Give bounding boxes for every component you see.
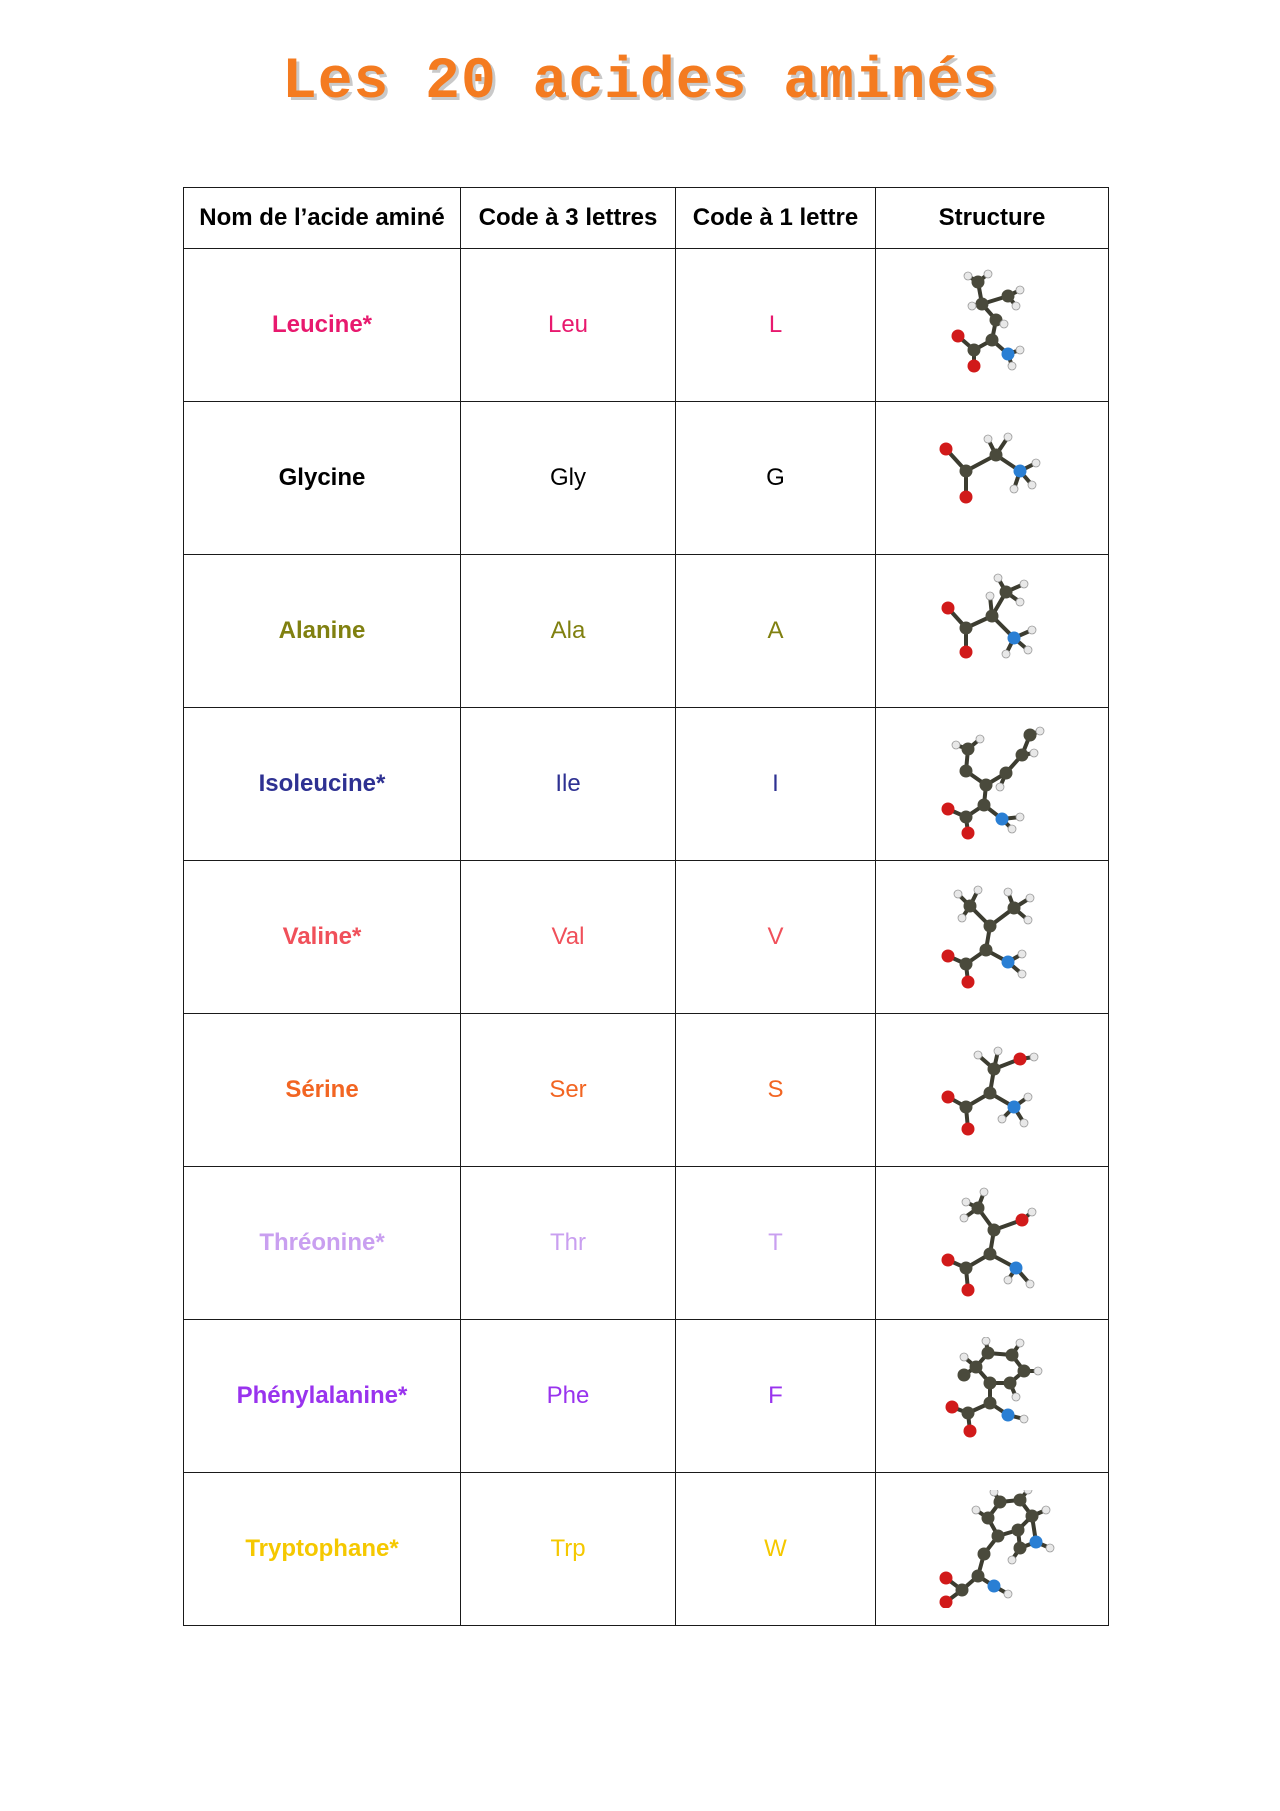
atom [996, 813, 1009, 826]
amino-acid-name: Isoleucine* [184, 708, 461, 861]
page-title: Les 20 acides aminés [281, 50, 999, 115]
amino-acid-table [183, 187, 1109, 1626]
code-3-letters: Leu [461, 249, 676, 402]
atom [964, 272, 972, 280]
atom [942, 950, 955, 963]
atom [960, 622, 973, 635]
atom [976, 735, 984, 743]
atom [986, 334, 999, 347]
alanine-structure [928, 572, 1056, 690]
atom [940, 1596, 953, 1609]
atom [1024, 916, 1032, 924]
table-row [184, 1473, 1109, 1626]
code-3-letters: Val [461, 861, 676, 1014]
atom [942, 1091, 955, 1104]
atom [1014, 1053, 1027, 1066]
amino-acid-name: Phénylalanine* [184, 1320, 461, 1473]
header-row [184, 188, 1109, 249]
atom [982, 1347, 995, 1360]
atom [1004, 433, 1012, 441]
atom [942, 602, 955, 615]
atom [960, 465, 973, 478]
atom [1002, 1409, 1015, 1422]
threonine-structure [928, 1184, 1056, 1302]
structure-cell [876, 861, 1109, 1014]
amino-acid-name: Sérine [184, 1014, 461, 1167]
structure-cell [876, 1014, 1109, 1167]
atom [1010, 1262, 1023, 1275]
atom [986, 592, 994, 600]
atom [980, 944, 993, 957]
atom [1018, 970, 1026, 978]
atom [1026, 894, 1034, 902]
atom [1008, 362, 1016, 370]
atom [1032, 459, 1040, 467]
atom [960, 958, 973, 971]
atom [990, 1490, 998, 1496]
atom [952, 330, 965, 343]
atom [1008, 632, 1021, 645]
structure-cell [876, 1167, 1109, 1320]
table-row [184, 402, 1109, 555]
atom [1034, 1367, 1042, 1375]
atom [984, 1087, 997, 1100]
atom [972, 1570, 985, 1583]
header-code3: Code à 3 lettres [461, 188, 676, 249]
atom [1036, 727, 1044, 735]
atom [984, 1397, 997, 1410]
atom [962, 1198, 970, 1206]
code-3-letters: Trp [461, 1473, 676, 1626]
atom [962, 976, 975, 989]
structure-cell [876, 249, 1109, 402]
tryptophan-structure [928, 1490, 1056, 1608]
table-row [184, 555, 1109, 708]
atom [952, 741, 960, 749]
code-3-letters: Ala [461, 555, 676, 708]
atom [960, 811, 973, 824]
atom [984, 920, 997, 933]
code-3-letters: Phe [461, 1320, 676, 1473]
atom [972, 1202, 985, 1215]
structure-cell [876, 402, 1109, 555]
atom [1030, 749, 1038, 757]
atom [1018, 1365, 1031, 1378]
atom [986, 610, 999, 623]
atom [958, 914, 966, 922]
atom [1014, 1494, 1027, 1507]
atom [1018, 950, 1026, 958]
atom [1012, 1393, 1020, 1401]
table-row [184, 1167, 1109, 1320]
atom [956, 1584, 969, 1597]
atom [968, 360, 981, 373]
atom [1000, 320, 1008, 328]
atom [960, 765, 973, 778]
atom [1016, 346, 1024, 354]
atom [1002, 348, 1015, 361]
atom [978, 799, 991, 812]
atom [1016, 1339, 1024, 1347]
atom [964, 1425, 977, 1438]
atom [972, 276, 985, 289]
atom [960, 1353, 968, 1361]
atom [954, 890, 962, 898]
atom [962, 827, 975, 840]
atom [940, 1572, 953, 1585]
atom [974, 886, 982, 894]
code-1-letter: L [676, 249, 876, 402]
code-3-letters: Gly [461, 402, 676, 555]
code-1-letter: W [676, 1473, 876, 1626]
atom [1026, 1280, 1034, 1288]
serine-structure [928, 1031, 1056, 1149]
atom [980, 779, 993, 792]
atom [1030, 1053, 1038, 1061]
atom [984, 1248, 997, 1261]
atom [1016, 598, 1024, 606]
atom [1016, 286, 1024, 294]
atom [988, 1580, 1001, 1593]
table-row [184, 1014, 1109, 1167]
atom [994, 1047, 1002, 1055]
atom [942, 803, 955, 816]
atom [1014, 1542, 1027, 1555]
code-1-letter: V [676, 861, 876, 1014]
atom [1024, 646, 1032, 654]
atom [1008, 902, 1021, 915]
amino-acid-name: Alanine [184, 555, 461, 708]
table-row [184, 861, 1109, 1014]
atom [980, 1188, 988, 1196]
atom [1046, 1544, 1054, 1552]
glycine-structure [928, 419, 1056, 537]
code-3-letters: Ser [461, 1014, 676, 1167]
code-1-letter: T [676, 1167, 876, 1320]
code-1-letter: S [676, 1014, 876, 1167]
leucine-structure [928, 266, 1056, 384]
atom [1020, 580, 1028, 588]
atom [1030, 1536, 1043, 1549]
atom [942, 1254, 955, 1267]
atom [1008, 1556, 1016, 1564]
atom [1008, 1101, 1021, 1114]
atom [994, 574, 1002, 582]
atom [996, 783, 1004, 791]
amino-acid-name: Tryptophane* [184, 1473, 461, 1626]
atom [1004, 1276, 1012, 1284]
atom [970, 1361, 983, 1374]
atom [960, 646, 973, 659]
atom [958, 1369, 971, 1382]
amino-acid-name: Leucine* [184, 249, 461, 402]
atom [1028, 481, 1036, 489]
atom [1002, 956, 1015, 969]
atom [1014, 465, 1027, 478]
code-1-letter: F [676, 1320, 876, 1473]
atom [1008, 825, 1016, 833]
amino-acid-name: Valine* [184, 861, 461, 1014]
atom [964, 900, 977, 913]
structure-cell [876, 555, 1109, 708]
atom [968, 344, 981, 357]
atom [1002, 290, 1015, 303]
atom [1016, 813, 1024, 821]
code-3-letters: Thr [461, 1167, 676, 1320]
table-row [184, 708, 1109, 861]
atom [1004, 1590, 1012, 1598]
isoleucine-structure [928, 725, 1056, 843]
atom [1016, 1214, 1029, 1227]
atom [960, 1262, 973, 1275]
atom [978, 1548, 991, 1561]
valine-structure [928, 878, 1056, 996]
atom [982, 1512, 995, 1525]
code-1-letter: A [676, 555, 876, 708]
amino-acid-name: Thréonine* [184, 1167, 461, 1320]
code-1-letter: G [676, 402, 876, 555]
header-name: Nom de l’acide aminé [184, 188, 461, 249]
code-1-letter: I [676, 708, 876, 861]
header-code1: Code à 1 lettre [676, 188, 876, 249]
atom [982, 1337, 990, 1345]
structure-cell [876, 1320, 1109, 1473]
atom [972, 1506, 980, 1514]
atom [946, 1401, 959, 1414]
atom [1012, 1524, 1025, 1537]
atom [984, 435, 992, 443]
atom [1004, 1377, 1017, 1390]
atom [1004, 888, 1012, 896]
atom [1000, 586, 1013, 599]
atom [1002, 650, 1010, 658]
atom [1020, 1119, 1028, 1127]
atom [1028, 626, 1036, 634]
atom [984, 270, 992, 278]
atom [960, 1214, 968, 1222]
atom [962, 1123, 975, 1136]
atom [1024, 729, 1037, 742]
atom [962, 1407, 975, 1420]
atom [940, 443, 953, 456]
amino-acid-name: Glycine [184, 402, 461, 555]
phenylalanine-structure [928, 1337, 1056, 1455]
atom [984, 1377, 997, 1390]
code-3-letters: Ile [461, 708, 676, 861]
structure-cell [876, 1473, 1109, 1626]
atom [960, 491, 973, 504]
atom [988, 1224, 1001, 1237]
atom [1028, 1208, 1036, 1216]
atom [1012, 302, 1020, 310]
atom [990, 449, 1003, 462]
table-row [184, 249, 1109, 402]
atom [1010, 485, 1018, 493]
atom [994, 1496, 1007, 1509]
atom [968, 302, 976, 310]
atom [1026, 1510, 1039, 1523]
atom [976, 298, 989, 311]
atom [960, 1101, 973, 1114]
atom [988, 1063, 1001, 1076]
atom [962, 743, 975, 756]
atom [1006, 1349, 1019, 1362]
atom [1020, 1415, 1028, 1423]
atom [998, 1115, 1006, 1123]
atom [992, 1530, 1005, 1543]
atom [974, 1051, 982, 1059]
structure-cell [876, 708, 1109, 861]
atom [1016, 749, 1029, 762]
header-structure: Structure [876, 188, 1109, 249]
atom [1000, 767, 1013, 780]
atom [1042, 1506, 1050, 1514]
atom [962, 1284, 975, 1297]
table-row [184, 1320, 1109, 1473]
atom [1024, 1093, 1032, 1101]
